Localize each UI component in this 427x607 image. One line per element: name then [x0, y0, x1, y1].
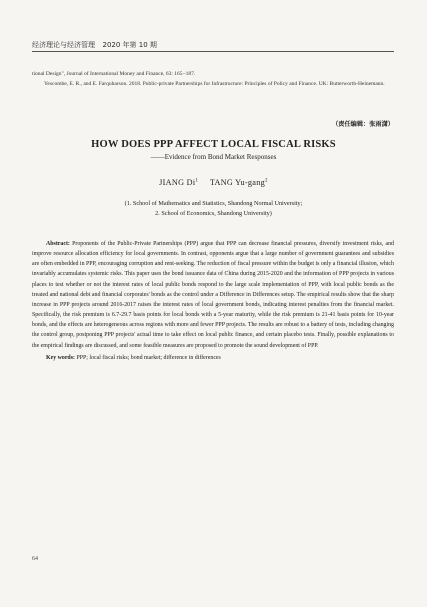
affiliations: [0, 199, 427, 219]
abstract-paragraph: [32, 239, 394, 351]
running-header: [32, 40, 394, 50]
editor-note: （责任编辑：张雨潇）: [332, 121, 394, 128]
author-affil-mark: 2: [265, 178, 268, 184]
abstract-text: Proponents of the Public-Private Partnerships (PPP) argue that PPP can decrease financial pressures, diversify investment risks, and improve resource allocation efficiency for local governments. In contrast, opponents argue that a large number of government guarantees and subsidies are often embedded in PPP, encouraging corruption and rent-seeking. The reduction of fiscal pressure within the budget is only a financial illusion, which invariably accumulates systemic risks. This paper uses the bond issuance data of China during 2015-2020 and the information of PPP projects in various places to test whether or not the interest rates of local public bonds respond to the large scale implementation of PPP, with local public bonds as the treated and national debt and financial corporates' bonds as the control under a Difference in Differences setup. The empirical results show that the sharp increase in PPP projects around 2016-2017 raises the interest rates of local government bonds, indicating interest penalties from the financial market. Specifically, the risk premium is 6.7-29.7 basis points for local bonds with a 5-year maturity, while the risk premium is 21-41 basis points for 10-year bonds, and the effects are heterogeneous across regions with more and fewer PPP projects. The results are robust to a battery of tests, including changing the control group, postponing PPP projects' actual time to take effect on local public finance, and certain placebo tests. Finally, possible explanations to the empirical findings are discussed, and some feasible measures are proposed to promote the sound development of PPP.: [32, 241, 394, 349]
abstract-block: [32, 239, 394, 363]
author-name: JIANG Di: [159, 178, 196, 187]
keywords-paragraph: [32, 353, 394, 363]
author-name: TANG Yu-gang: [209, 178, 266, 187]
keywords-text: PPP; local fiscal risks; bond market; difference in differences: [76, 354, 221, 361]
paper-subtitle: ——Evidence from Bond Market Responses: [150, 153, 277, 161]
journal-name: 经济理论与经济管理: [32, 41, 95, 49]
issue-label: 2020 年第 10 期: [102, 41, 157, 49]
author-line: [0, 178, 427, 187]
keywords-label: Key words:: [46, 354, 75, 361]
author-affil-mark: 1: [195, 178, 199, 184]
references: [32, 70, 394, 89]
affiliation-line: 2. School of Economics, Shandong University): [155, 210, 272, 218]
paper-title: HOW DOES PPP AFFECT LOCAL FISCAL RISKS: [91, 139, 336, 150]
header-rule: [32, 51, 394, 52]
reference-item: tional Design", Journal of International Money and Finance, 63: 165−187.: [32, 71, 196, 77]
abstract-label: Abstract:: [46, 241, 70, 247]
affiliation-line: (1. School of Mathematics and Statistics, Shandong Normal University;: [124, 200, 303, 207]
reference-item: Yescombe, E. R., and E. Farquharson. 2018. Public-private Partnerships for Infrastructure: Principles of Policy and Finance. UK: Butterworth-Heinemann.: [44, 80, 385, 87]
page-number: 64: [32, 556, 38, 562]
